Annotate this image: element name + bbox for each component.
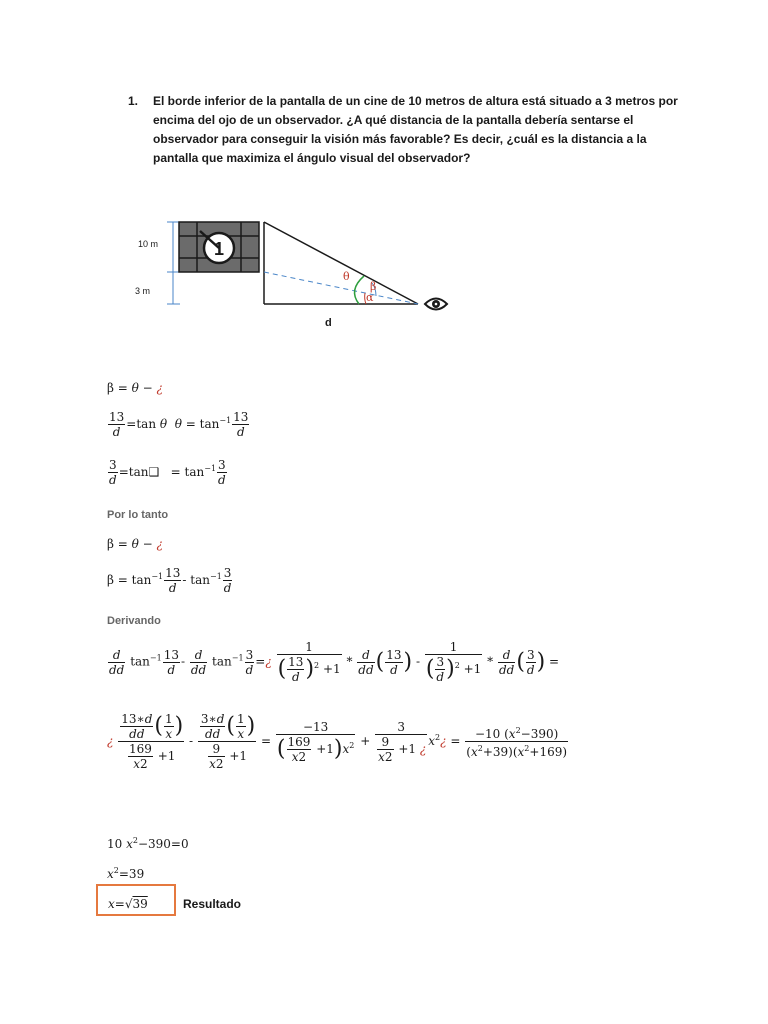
label-3m: 3 m: [135, 286, 151, 296]
cinema-figure: [120, 210, 460, 335]
label-resultado: Resultado: [183, 897, 242, 911]
problem-statement: [128, 92, 688, 168]
label-10m: 10 m: [138, 239, 159, 249]
eye-icon: [425, 299, 447, 310]
screen-number: 1: [213, 239, 225, 259]
eq-derivative-2: ¿ $\frac{13∗d}{dd}$ ( $\frac{1}{x}$ ) $\frac{169}{x2}$ +1 - $\frac{3∗d}{dd}$ ( $\frac{1}{x}$ ) $\frac{9}{x2}$ +1 = −13 ( $\frac{169}{x2}$ $+1)x^2$ + 3 $\frac{9}{x2}$ +1 ¿ $x^2¿$ = $\frac{-10 (x^2-390)}{(x^2+39)(x^2+169)}$: [107, 712, 568, 771]
theta-arc: [355, 276, 364, 304]
eq-set-zero: 10 $x^2-390=0$: [107, 836, 189, 851]
eq-beta-def-2: β = θ − ¿: [107, 537, 163, 551]
problem-text: El borde inferior de la pantalla de un cine de 10 metros de altura está situado a 3 metros por encima del ojo de un observador. ¿A qué distancia de la pantalla debería sentarse el observador para conseguir la visión más favorable? Es decir, ¿cuál es la distancia a la pantalla que maximiza el ángulo visual del observador?: [153, 94, 678, 165]
theta-label: θ: [343, 270, 350, 283]
eq-derivative-1: $\frac{d}{dd}$ $\tan^{-1}$ $\frac{13}{d}$ - $\frac{d}{dd}$ $\tan^{-1}$ $\frac{3}{d}$ =¿ 1 ( $\frac{13}{d}$ )$^2$ +1 * $\frac{d}{dd}$ ( $\frac{13}{d}$ ) - 1 ( $\frac{3}{d}$ )$^2$ +1 * $\frac{d}{dd}$ ( $\frac{3}{d}$ ) =: [109, 640, 560, 684]
label-por-lo-tanto: Por lo tanto: [107, 509, 169, 521]
eq-x-squared: $x^2=39$: [107, 866, 145, 881]
label-derivando: Derivando: [107, 615, 161, 627]
eq-beta-def: β = θ − ¿: [107, 381, 163, 395]
alpha-label: α: [366, 291, 374, 304]
problem-number: 1.: [128, 94, 139, 108]
eq-result: x=√39: [108, 897, 148, 911]
eq-tan-theta: $\frac{13}{d}$ =tan θ $\theta = \tan^{-1}$ $\frac{13}{d}$: [109, 410, 249, 439]
label-d: d: [325, 317, 332, 329]
eq-tan-alpha: $\frac{3}{d}$ =tan❑ = $\tan^{-1}$ $\frac{3}{d}$: [109, 458, 226, 487]
eq-beta-expression: $\beta = \tan^{-1}$ $\frac{13}{d}$ - $\tan^{-1}$ $\frac{3}{d}$: [107, 566, 232, 595]
beta-label: β: [370, 280, 377, 293]
